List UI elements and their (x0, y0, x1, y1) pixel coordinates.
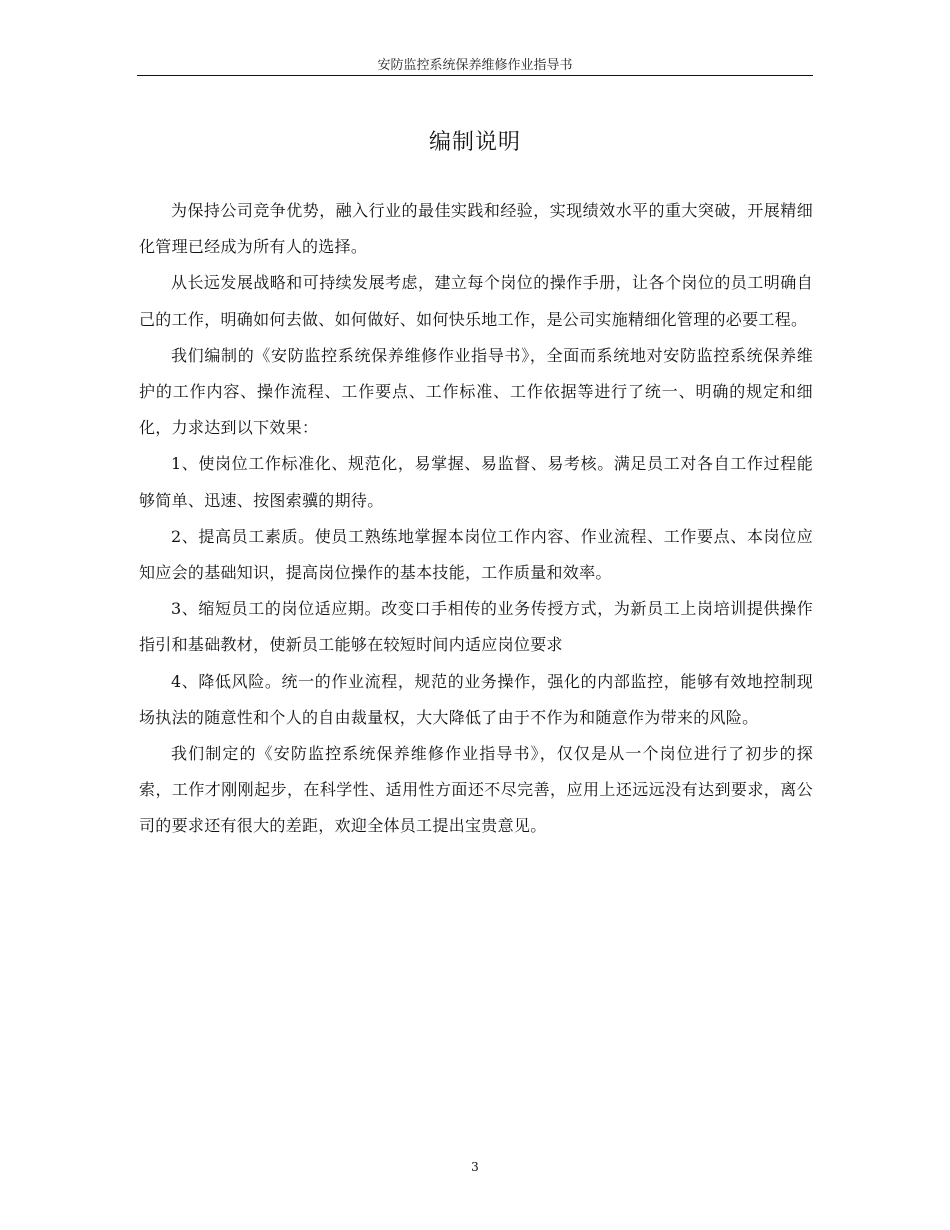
list-item: 1、使岗位工作标准化、规范化，易掌握、易监督、易考核。满足员工对各自工作过程能够简单、迅速、按图索骥的期待。 (139, 454, 813, 510)
paragraph: 我们编制的《安防监控系统保养维修作业指导书》，全面而系统地对安防监控系统保养维护的工作内容、操作流程、工作要点、工作标准、工作依据等进行了统一、明确的规定和细化，力求达到以下效果： (139, 345, 813, 438)
list-item: 4、降低风险。统一的作业流程，规范的业务操作，强化的内部监控，能够有效地控制现场执法的随意性和个人的自由裁量权，大大降低了由于不作为和随意作为带来的风险。 (139, 671, 813, 727)
paragraph: 我们制定的《安防监控系统保养维修作业指导书》，仅仅是从一个岗位进行了初步的探索，工作才刚刚起步，在科学性、适用性方面还不尽完善，应用上还远远没有达到要求，离公司的要求还有很大的差距，欢迎全体员工提出宝贵意见。 (139, 744, 813, 836)
page-title: 编制说明 (428, 130, 521, 155)
list-item: 3、缩短员工的岗位适应期。改变口手相传的业务传授方式，为新员工上岗培训提供操作指引和基础教材，使新员工能够在较短时间内适应岗位要求 (139, 599, 813, 655)
paragraph: 为保持公司竞争优势，融入行业的最佳实践和经验，实现绩效水平的重大突破，开展精细化管理已经成为所有人的选择。 (139, 201, 813, 257)
running-header: 安防监控系统保养维修作业指导书 (377, 58, 573, 73)
page-number: 3 (471, 1160, 479, 1174)
paragraph: 从长远发展战略和可持续发展考虑，建立每个岗位的操作手册，让各个岗位的员工明确自己的工作，明确如何去做、如何做好、如何快乐地工作，是公司实施精细化管理的必要工程。 (139, 273, 813, 329)
body-text (139, 193, 813, 845)
header-divider (137, 75, 813, 76)
list-item: 2、提高员工素质。使员工熟练地掌握本岗位工作内容、作业流程、工作要点、本岗位应知应会的基础知识，提高岗位操作的基本技能，工作质量和效率。 (139, 526, 813, 583)
